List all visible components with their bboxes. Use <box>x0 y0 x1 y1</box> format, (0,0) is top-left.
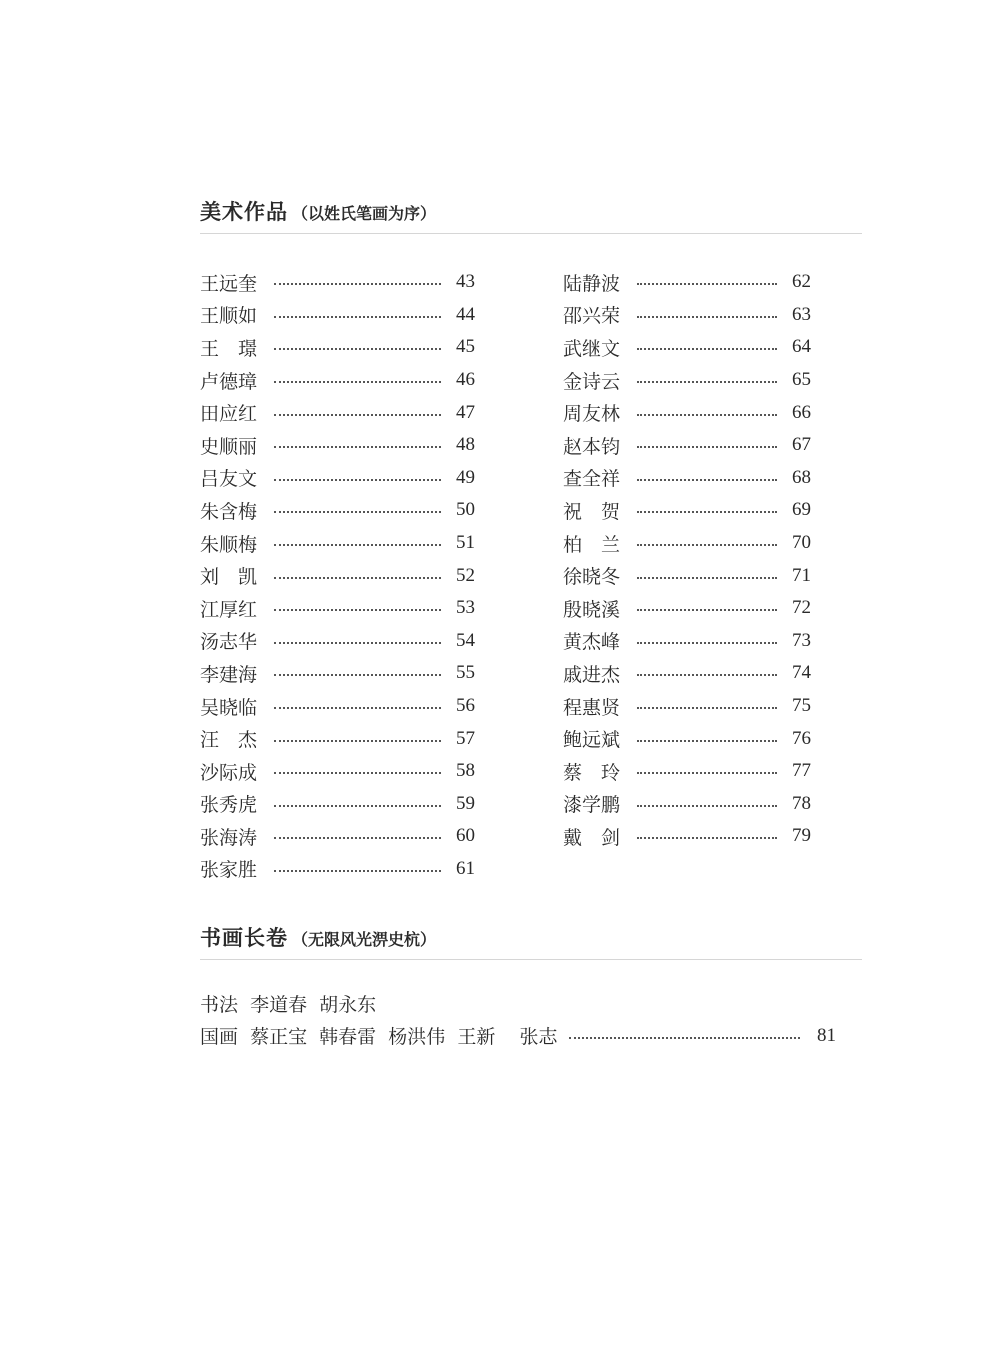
artist-name: 田应红 <box>200 403 258 426</box>
artist-name: 吕友文 <box>200 468 258 491</box>
toc-entry[interactable] <box>563 592 811 625</box>
leader-dots <box>637 837 777 839</box>
toc-entry[interactable] <box>563 690 811 723</box>
scroll-credit-calligraphy <box>200 990 376 1017</box>
page-number: 49 <box>456 466 475 488</box>
leader-dots <box>274 870 441 872</box>
section-divider <box>200 959 862 960</box>
leader-dots <box>637 740 777 742</box>
toc-entry[interactable] <box>200 494 475 527</box>
page-number: 53 <box>456 597 475 619</box>
leader-dots <box>569 1037 800 1039</box>
page-number: 78 <box>792 792 811 814</box>
toc-entry[interactable] <box>200 820 475 853</box>
toc-entry[interactable] <box>563 266 811 299</box>
toc-entry[interactable] <box>563 331 811 364</box>
toc-entry[interactable] <box>563 494 811 527</box>
artist-name: 戴 剑 <box>563 826 621 849</box>
artist-name: 漆学鹏 <box>563 794 621 817</box>
artist-name: 黄杰峰 <box>563 631 621 654</box>
toc-entry[interactable] <box>200 592 475 625</box>
toc-entry[interactable] <box>563 559 811 592</box>
page-number: 44 <box>456 303 475 325</box>
leader-dots <box>637 707 777 709</box>
leader-dots <box>274 837 441 839</box>
toc-entry[interactable] <box>563 462 811 495</box>
artist-name: 邵兴荣 <box>563 305 621 328</box>
page-number: 67 <box>792 434 811 456</box>
leader-dots <box>637 609 777 611</box>
artist-name: 史顺丽 <box>200 435 258 458</box>
page-number: 66 <box>792 401 811 423</box>
leader-dots <box>637 283 777 285</box>
toc-entry[interactable] <box>563 396 811 429</box>
toc-entry[interactable] <box>200 462 475 495</box>
page-number: 69 <box>792 499 811 521</box>
toc-entry[interactable] <box>200 722 475 755</box>
page-number: 77 <box>792 760 811 782</box>
page-number: 58 <box>456 760 475 782</box>
page-number: 52 <box>456 564 475 586</box>
artist-name: 汤志华 <box>200 631 258 654</box>
page-number: 46 <box>456 369 475 391</box>
page-number: 75 <box>792 695 811 717</box>
section-subheading: （无限风光淠史杭） <box>292 930 437 949</box>
page-number: 62 <box>792 271 811 293</box>
leader-dots <box>274 609 441 611</box>
toc-entry[interactable] <box>563 722 811 755</box>
leader-dots <box>637 772 777 774</box>
page-number: 76 <box>792 727 811 749</box>
page-number: 55 <box>456 662 475 684</box>
section-divider <box>200 233 862 234</box>
scroll-credit-painting[interactable] <box>200 1022 836 1049</box>
artist-name: 金诗云 <box>563 370 621 393</box>
page-number: 60 <box>456 825 475 847</box>
page-number: 54 <box>456 629 475 651</box>
page-number: 51 <box>456 532 475 554</box>
leader-dots <box>637 805 777 807</box>
toc-entry[interactable] <box>200 396 475 429</box>
artist-name: 沙际成 <box>200 761 258 784</box>
page-number: 45 <box>456 336 475 358</box>
page-number: 71 <box>792 564 811 586</box>
artist-name: 张海涛 <box>200 826 258 849</box>
leader-dots <box>274 348 441 350</box>
page-number: 43 <box>456 271 475 293</box>
artist-name: 武继文 <box>563 337 621 360</box>
artist-name: 王远奎 <box>200 272 258 295</box>
toc-entry[interactable] <box>200 266 475 299</box>
section-heading: 美术作品 <box>200 199 288 224</box>
page-number: 47 <box>456 401 475 423</box>
toc-entry[interactable] <box>200 690 475 723</box>
toc-entry[interactable] <box>563 788 811 821</box>
leader-dots <box>637 642 777 644</box>
artist-name: 卢德璋 <box>200 370 258 393</box>
page-number: 68 <box>792 466 811 488</box>
artist-name: 张秀虎 <box>200 794 258 817</box>
artist-name: 赵本钧 <box>563 435 621 458</box>
leader-dots <box>274 316 441 318</box>
leader-dots <box>274 283 441 285</box>
toc-entry[interactable] <box>563 429 811 462</box>
credit-text: 书法 李道春 胡永东 <box>200 994 377 1016</box>
leader-dots <box>274 381 441 383</box>
artist-name: 蔡 玲 <box>563 761 621 784</box>
leader-dots <box>274 414 441 416</box>
toc-entry[interactable] <box>563 820 811 853</box>
section-title-fine-arts <box>200 196 862 226</box>
toc-column-left <box>200 266 475 885</box>
page-number: 73 <box>792 629 811 651</box>
artist-name: 徐晓冬 <box>563 566 621 589</box>
leader-dots <box>637 381 777 383</box>
artist-name: 江厚红 <box>200 598 258 621</box>
toc-entry[interactable] <box>563 755 811 788</box>
toc-entry[interactable] <box>200 559 475 592</box>
toc-entry[interactable] <box>200 429 475 462</box>
page-number: 64 <box>792 336 811 358</box>
page-number: 81 <box>817 1024 836 1046</box>
page-number: 61 <box>456 857 475 879</box>
artist-name: 刘 凯 <box>200 566 258 589</box>
section-title-scroll <box>200 922 862 952</box>
page-number: 72 <box>792 597 811 619</box>
page-number: 74 <box>792 662 811 684</box>
toc-entry[interactable] <box>563 299 811 332</box>
toc-entry[interactable] <box>200 299 475 332</box>
toc-entry[interactable] <box>200 853 475 886</box>
toc-column-right <box>563 266 811 853</box>
leader-dots <box>637 348 777 350</box>
toc-entry[interactable] <box>200 788 475 821</box>
section-subheading: （以姓氏笔画为序） <box>292 204 437 223</box>
page-number: 65 <box>792 369 811 391</box>
section-heading: 书画长卷 <box>200 925 288 950</box>
toc-entry[interactable] <box>200 364 475 397</box>
artist-name: 李建海 <box>200 663 258 686</box>
toc-entry[interactable] <box>200 657 475 690</box>
page-number: 50 <box>456 499 475 521</box>
toc-entry[interactable] <box>200 755 475 788</box>
artist-name: 戚进杰 <box>563 663 621 686</box>
leader-dots <box>274 479 441 481</box>
page-number: 79 <box>792 825 811 847</box>
leader-dots <box>274 577 441 579</box>
page-number: 48 <box>456 434 475 456</box>
toc-entry[interactable] <box>563 364 811 397</box>
artist-name: 王 璟 <box>200 337 258 360</box>
artist-name: 陆静波 <box>563 272 621 295</box>
leader-dots <box>274 544 441 546</box>
page-number: 63 <box>792 303 811 325</box>
toc-entry[interactable] <box>563 657 811 690</box>
toc-entry[interactable] <box>200 331 475 364</box>
leader-dots <box>274 511 441 513</box>
page-number: 56 <box>456 695 475 717</box>
leader-dots <box>274 805 441 807</box>
toc-entry[interactable] <box>563 625 811 658</box>
artist-name: 王顺如 <box>200 305 258 328</box>
artist-name: 祝 贺 <box>563 500 621 523</box>
leader-dots <box>637 674 777 676</box>
artist-name: 汪 杰 <box>200 729 258 752</box>
artist-name: 朱含梅 <box>200 500 258 523</box>
leader-dots <box>274 707 441 709</box>
leader-dots <box>274 446 441 448</box>
artist-name: 鲍远斌 <box>563 729 621 752</box>
leader-dots <box>274 772 441 774</box>
page-number: 57 <box>456 727 475 749</box>
leader-dots <box>637 511 777 513</box>
artist-name: 吴晓临 <box>200 696 258 719</box>
leader-dots <box>637 446 777 448</box>
artist-name: 张家胜 <box>200 859 258 882</box>
toc-entry[interactable] <box>200 625 475 658</box>
leader-dots <box>637 414 777 416</box>
page-number: 59 <box>456 792 475 814</box>
artist-name: 柏 兰 <box>563 533 621 556</box>
toc-entry[interactable] <box>200 527 475 560</box>
toc-entry[interactable] <box>563 527 811 560</box>
page-number: 70 <box>792 532 811 554</box>
leader-dots <box>637 577 777 579</box>
leader-dots <box>274 740 441 742</box>
artist-name: 朱顺梅 <box>200 533 258 556</box>
artist-name: 程惠贤 <box>563 696 621 719</box>
leader-dots <box>274 674 441 676</box>
leader-dots <box>637 479 777 481</box>
artist-name: 殷晓溪 <box>563 598 621 621</box>
credit-text: 国画 蔡正宝 韩春雷 杨洪伟 王新 张志 <box>200 1026 558 1048</box>
artist-name: 查全祥 <box>563 468 621 491</box>
leader-dots <box>637 544 777 546</box>
leader-dots <box>637 316 777 318</box>
leader-dots <box>274 642 441 644</box>
artist-name: 周友林 <box>563 403 621 426</box>
